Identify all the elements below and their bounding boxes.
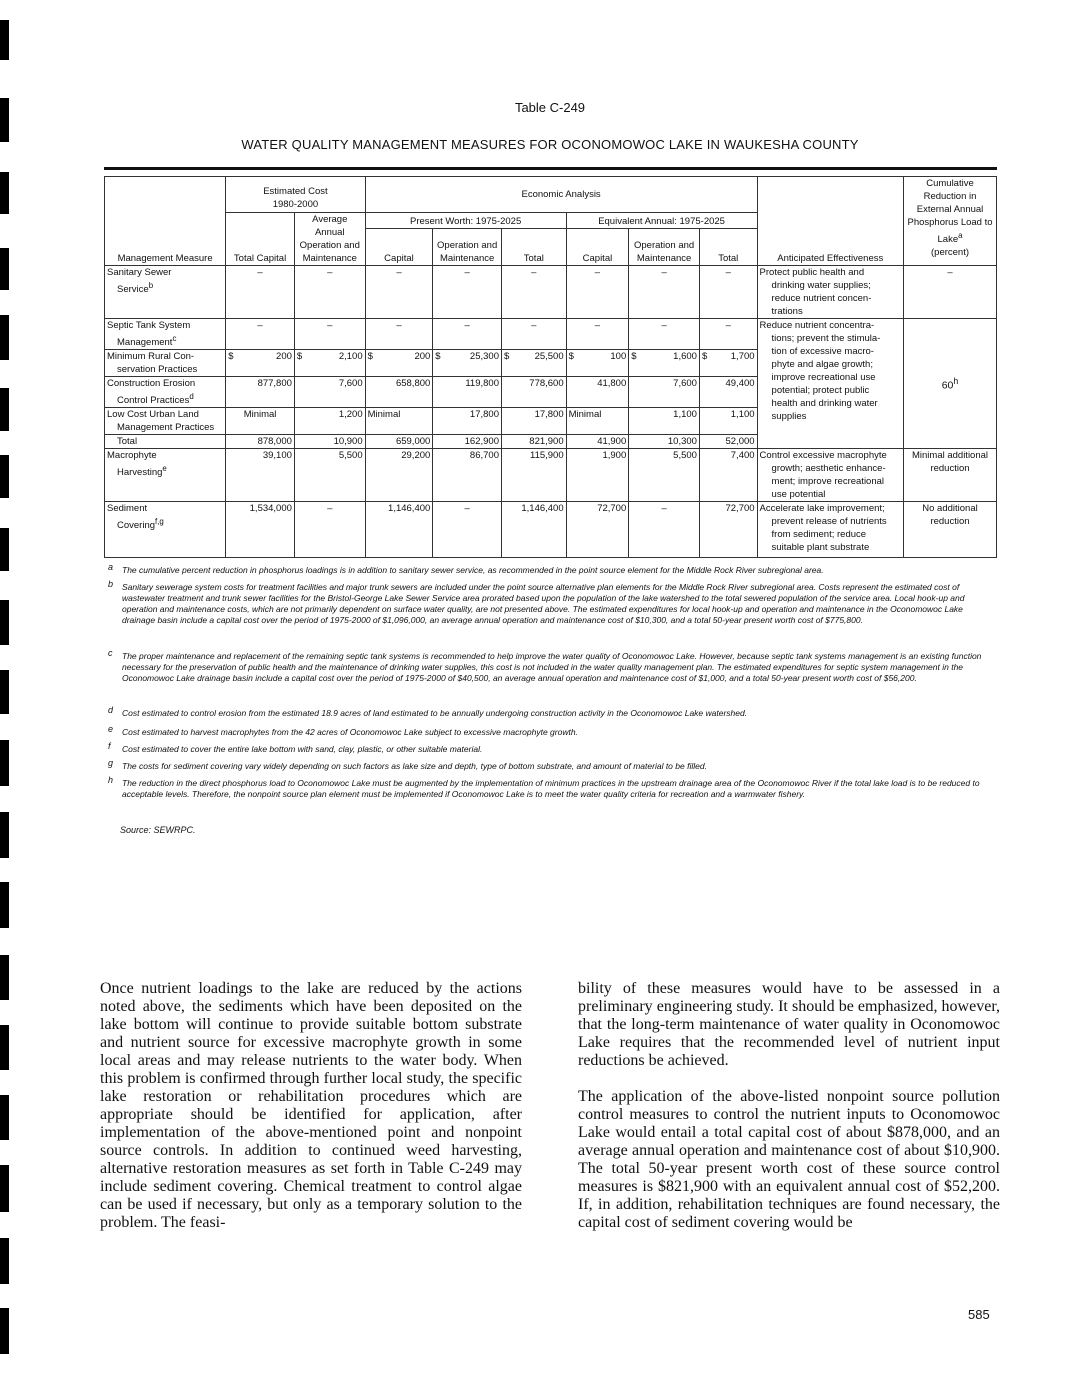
cell-ea-total: [699, 350, 757, 377]
cell-pw-capital: 659,000: [365, 435, 433, 449]
cell-ea-om: –: [629, 319, 700, 350]
footnote-text: The costs for sediment covering vary widely depending on such factors as lake size and depth, type of bottom substrate, and amount of material to be filled.: [122, 761, 707, 771]
footnote-mark: f: [108, 741, 111, 751]
measure-name-text: Covering: [117, 520, 156, 532]
footnote-text: Sanitary sewerage system costs for treatment facilities and major trunk sewers are included under the point source alternative plan elements for the Middle Rock River subregional area. Costs represent the estimated cost of wastewater treatment and trunk sewer facilities for the Bristol-George Lake Sewer Service area prorated based upon the population of the lake watershed to the total sewered population of the service area. Local hook-up and operation and maintenance costs, which are not primarily dependent on surface water quality, are not presented above. The estimated expenditures for local hook-up and operation and maintenance in the Oconomowoc Lake drainage basin include a capital cost over the period of 1975-2000 of $1,096,000, an average annual operation and maintenance cost of $10,300, and a total 50-year present worth cost of $775,800.: [122, 582, 965, 625]
header-cumulative-reduction-label: Cumulative Reduction in External Annual Phosphorus Load to Lake: [907, 178, 993, 246]
cell-ea-total: 1,100: [699, 408, 757, 435]
header-anticipated-effectiveness: Anticipated Effectiveness: [757, 177, 903, 266]
cell-pw-om: [433, 350, 502, 377]
cell-average-annual-om: –: [294, 319, 365, 350]
cell-ea-om: 5,500: [629, 449, 700, 502]
cell-total-capital: 39,100: [226, 449, 295, 502]
footnote-mark: b: [108, 579, 114, 589]
table-row: [105, 449, 997, 502]
cell-average-annual-om: –: [294, 266, 365, 319]
effectiveness-line: potential; protect public: [771, 385, 870, 396]
body-paragraph: bility of these measures would have to be assessed in a preliminary engineering study. It should be emphasized, however, that the long-term maintenance of water quality in Oconomowoc Lake requires that the recommended level of nutrient input reductions be achieved.: [578, 980, 1000, 1069]
cell-value: 25,500: [534, 351, 564, 363]
binder-mark: [0, 812, 9, 858]
cell-value: 25,300: [469, 351, 499, 363]
effectiveness-line: supplies: [771, 411, 807, 422]
body-column-right: [578, 980, 1000, 1232]
reduction-line: Minimal additional: [911, 450, 989, 462]
measure-name-text: Service: [117, 284, 149, 296]
effectiveness-line: Reduce nutrient concentra-: [759, 320, 875, 331]
cell-average-annual-om: 10,900: [294, 435, 365, 449]
binder-mark: [0, 20, 9, 60]
cell-ea-total: 49,400: [699, 377, 757, 408]
measure-name-line: servation Practices: [117, 364, 198, 376]
cell-ea-om: 10,300: [629, 435, 700, 449]
cell-value: 100: [610, 351, 627, 363]
body-paragraph: The application of the above-listed nonpoint source pollution control measures to control the nutrient inputs to Oconomowoc Lake would entail a total capital cost of about $878,000, and an average annual operation and maintenance cost of about $10,900. The total 50-year present worth cost of these source control measures is $821,900 with an equivalent annual cost of $52,200. If, in addition, rehabilitation techniques are found necessary, the capital cost of sediment covering would be: [578, 1088, 1000, 1231]
binder-mark: [0, 1165, 9, 1212]
cell-value: 1,600: [673, 351, 697, 363]
cell-average-annual-om: 1,200: [294, 408, 365, 435]
measure-name: [105, 319, 226, 350]
footnote-mark: e: [108, 724, 114, 734]
effectiveness-line: Protect public health and: [759, 267, 865, 278]
effectiveness-cell: [757, 319, 903, 449]
measure-name-line: Macrophyte: [107, 450, 157, 462]
header-estimated-cost: [226, 177, 365, 213]
header-pw-om: Operation and Maintenance: [433, 229, 502, 266]
effectiveness-line: reduce nutrient concen-: [771, 293, 872, 304]
binder-mark: [0, 528, 9, 571]
dollar-sign: $: [367, 351, 373, 363]
cell-ea-capital: Minimal: [566, 408, 629, 435]
measure-name-line: [107, 332, 223, 349]
footnote: [108, 705, 998, 719]
cell-total-capital: [226, 350, 295, 377]
cell-total-capital: 1,534,000: [226, 502, 295, 558]
table-row: [105, 266, 997, 319]
cell-ea-capital: 41,900: [566, 435, 629, 449]
measure-name-line: [107, 390, 223, 407]
binder-mark: [0, 670, 9, 714]
footnote: [108, 741, 998, 755]
cell-average-annual-om: –: [294, 502, 365, 558]
header-present-worth: Present Worth: 1975-2025: [365, 213, 566, 229]
footnote-text: The proper maintenance and replacement of the remaining septic tank systems is recommended to help improve the water quality of Oconomowoc Lake. However, because septic tank systems management is an existing function necessary for the preservation of public health and the maintenance of drinking water supplies, this cost is not included in the water quality management plan. The estimated expenditures for septic system management in the Oconomowoc Lake drainage basin include a capital cost over the period of 1975-2000 of $40,500, an average annual operation and maintenance cost of $1,000, and a total 50-year present worth cost of $56,200.: [122, 651, 982, 683]
effectiveness-line: tions; prevent the stimula-: [771, 333, 881, 344]
measure-name-line: Minimum Rural Con-: [107, 351, 195, 363]
cell-pw-om: 17,800: [433, 408, 502, 435]
cell-ea-om: [629, 350, 700, 377]
cell-ea-total: –: [699, 266, 757, 319]
cell-pw-total: –: [501, 266, 566, 319]
cell-total-capital: –: [226, 319, 295, 350]
body-paragraph: Once nutrient loadings to the lake are reduced by the actions noted above, the sediments which have been deposited on the lake bottom will continue to provide suitable bottom substrate and nutrient source for excessive macrophyte growth in some local areas and may release nutrients to the water body. When this problem is confirmed through further local study, the specific lake restoration or rehabilitation procedures which are appropriate should be identified for application, after implementation of the above-mentioned point and nonpoint source controls. In addition to continued weed harvesting, alternative restoration measures as set forth in Table C-249 may include sediment covering. Chemical treatment to control algae can be used if necessary, but only as a temporary solution to the problem. The feasi-: [100, 980, 522, 1231]
measure-name-line: Low Cost Urban Land: [107, 409, 199, 421]
effectiveness-cell: [757, 449, 903, 502]
cell-pw-capital: 1,146,400: [365, 502, 433, 558]
header-management-measure: Management Measure: [105, 177, 226, 266]
footnote-ref: h: [953, 375, 959, 386]
cell-pw-om: 119,800: [433, 377, 502, 408]
footnote-mark: a: [108, 562, 114, 572]
effectiveness-line: drinking water supplies;: [771, 280, 871, 291]
cell-ea-total: 7,400: [699, 449, 757, 502]
footnote-ref: d: [189, 392, 194, 402]
footnote-text: The reduction in the direct phosphorus load to Oconomowoc Lake must be augmented by the implementation of minimum practices in the upstream drainage area of the Oconomowoc River if the total lake load is to be reduced to acceptable levels. Therefore, the nonpoint source plan element must be implemented if Oconomowoc Lake is to meet the water quality criteria for recreation and a warmwater fishery.: [122, 778, 980, 799]
cell-value: 1,700: [730, 351, 755, 363]
measure-name-line: Septic Tank System: [107, 320, 191, 331]
header-ea-om: Operation and Maintenance: [629, 229, 700, 266]
cell-total-capital: Minimal: [226, 408, 295, 435]
footnote-mark: c: [108, 648, 113, 658]
measure-name-text: Management: [117, 337, 173, 349]
footnote-ref: e: [162, 464, 167, 474]
cell-ea-om: –: [629, 502, 700, 558]
reduction-cell: [904, 502, 997, 558]
measure-name: [105, 502, 226, 558]
effectiveness-line: improve recreational use: [771, 372, 876, 383]
cell-pw-om: 86,700: [433, 449, 502, 502]
cell-pw-capital: [365, 350, 433, 377]
binder-mark: [0, 740, 9, 786]
reduction-cell: –: [904, 266, 997, 319]
measure-name-line: Construction Erosion: [107, 378, 196, 390]
table-row: [105, 319, 997, 350]
dollar-sign: $: [296, 351, 303, 363]
cell-pw-capital: –: [365, 266, 433, 319]
dollar-sign: $: [503, 351, 510, 363]
cell-pw-total: 115,900: [501, 449, 566, 502]
measure-name: [105, 377, 226, 408]
binder-mark: [0, 455, 9, 498]
reduction-line: No additional: [922, 503, 978, 515]
dollar-sign: $: [701, 351, 708, 363]
effectiveness-cell: [757, 502, 903, 558]
cell-ea-total: 52,000: [699, 435, 757, 449]
effectiveness-line: Control excessive macrophyte: [759, 450, 887, 462]
cell-pw-total: 821,900: [501, 435, 566, 449]
header-equivalent-annual: Equivalent Annual: 1975-2025: [566, 213, 757, 229]
footnote-ref: c: [172, 334, 177, 343]
cell-average-annual-om: 7,600: [294, 377, 365, 408]
header-estimated-cost-label: Estimated Cost: [263, 186, 328, 197]
binder-mark: [0, 882, 9, 928]
binder-mark: [0, 315, 9, 360]
title-rule: [104, 167, 997, 170]
binder-mark: [0, 1025, 9, 1070]
cell-value: 200: [414, 351, 431, 363]
reduction-cell: [904, 319, 997, 449]
footnote-mark: h: [108, 775, 114, 785]
binder-mark: [0, 1095, 9, 1140]
cell-pw-om: –: [433, 502, 502, 558]
page-number: 585: [968, 1307, 990, 1322]
cell-pw-total: 1,146,400: [501, 502, 566, 558]
reduction-value: 60: [941, 379, 954, 392]
reduction-cell: [904, 449, 997, 502]
measure-name-line: Sanitary Sewer: [107, 267, 172, 278]
source-note: Source: SEWRPC.: [120, 825, 196, 835]
effectiveness-line: growth; aesthetic enhance-: [771, 463, 886, 475]
cell-total-capital: 877,800: [226, 377, 295, 408]
cell-pw-total: 17,800: [501, 408, 566, 435]
measure-name-line: [107, 279, 223, 296]
effectiveness-line: tion of excessive macro-: [771, 346, 874, 357]
measure-name: [105, 266, 226, 319]
reduction-line: reduction: [930, 463, 970, 475]
binder-mark: [0, 388, 9, 431]
cell-pw-om: –: [433, 266, 502, 319]
effectiveness-line: from sediment; reduce: [771, 529, 867, 541]
header-percent-unit: (percent): [931, 247, 970, 259]
measure-name: [105, 408, 226, 435]
dollar-sign: $: [228, 351, 234, 363]
measure-name: [105, 449, 226, 502]
data-table: [104, 176, 997, 558]
effectiveness-cell: [757, 266, 903, 319]
cell-pw-total: –: [501, 319, 566, 350]
effectiveness-line: Accelerate lake improvement;: [759, 503, 885, 515]
footnote-mark: d: [108, 705, 114, 715]
effectiveness-line: health and drinking water: [771, 398, 878, 409]
footnote-mark: g: [108, 758, 114, 768]
footnote-text: Cost estimated to cover the entire lake bottom with sand, clay, plastic, or other suitable material.: [122, 744, 483, 754]
effectiveness-line: suitable plant substrate: [771, 542, 870, 554]
cell-ea-capital: 72,700: [566, 502, 629, 558]
footnote: [108, 562, 998, 576]
measure-name-line: Management Practices: [117, 422, 215, 434]
cell-ea-capital: 41,800: [566, 377, 629, 408]
measure-name-text: Control Practices: [117, 395, 190, 407]
footnote: [108, 724, 998, 738]
footnote-ref: b: [148, 281, 154, 290]
table-row: [105, 502, 997, 558]
cell-pw-total: [501, 350, 566, 377]
footnote-text: Cost estimated to harvest macrophytes from the 42 acres of Oconomowoc Lake subject to excessive macrophyte growth.: [122, 727, 578, 737]
footnote: [108, 648, 998, 684]
cell-ea-om: –: [629, 266, 700, 319]
measure-name-line: [107, 462, 223, 479]
cell-pw-capital: Minimal: [365, 408, 433, 435]
table-number: Table C-249: [514, 100, 586, 115]
effectiveness-line: ment; improve recreational: [771, 476, 885, 488]
cell-total-capital: 878,000: [226, 435, 295, 449]
cell-ea-capital: 1,900: [566, 449, 629, 502]
binder-mark: [0, 1308, 9, 1354]
header-pw-total: Total: [501, 229, 566, 266]
cell-ea-capital: –: [566, 266, 629, 319]
cell-pw-capital: 29,200: [365, 449, 433, 502]
dollar-sign: $: [435, 351, 441, 363]
cell-pw-om: 162,900: [433, 435, 502, 449]
footnote: [108, 579, 998, 626]
footnote-text: Cost estimated to control erosion from the estimated 18.9 acres of land estimated to be annually undergoing construction activity in the Oconomowoc Lake watershed.: [122, 708, 748, 718]
cell-pw-om: –: [433, 319, 502, 350]
header-ea-total: Total: [699, 229, 757, 266]
header-economic-analysis: Economic Analysis: [365, 177, 757, 213]
cell-ea-om: 7,600: [629, 377, 700, 408]
measure-name-line: Sediment: [107, 503, 148, 515]
footnote-text: The cumulative percent reduction in phosphorus loadings is in addition to sanitary sewer service, as recommended in the point source element for the Middle Rock River subregional area.: [122, 565, 824, 575]
header-average-annual-om: Average Annual Operation and Maintenance: [294, 213, 365, 266]
cell-total-capital: –: [226, 266, 295, 319]
binder-mark: [0, 172, 9, 214]
reduction-line: reduction: [930, 516, 970, 528]
cell-value: 2,100: [338, 351, 363, 363]
body-column-left: [100, 980, 522, 1232]
cell-pw-total: 778,600: [501, 377, 566, 408]
binder-mark: [0, 248, 9, 290]
header-cumulative-reduction: [904, 177, 997, 266]
footnote-ref: f,g: [155, 517, 164, 527]
footnote: [108, 775, 998, 800]
measure-name-text: Harvesting: [117, 467, 163, 479]
cell-ea-capital: [566, 350, 629, 377]
measure-name-line: Total: [117, 436, 138, 448]
measure-name-line: [107, 515, 223, 532]
effectiveness-line: use potential: [771, 489, 826, 501]
measure-name: [105, 435, 226, 449]
binder-mark: [0, 1238, 9, 1284]
cell-ea-om: 1,100: [629, 408, 700, 435]
cell-ea-total: 72,700: [699, 502, 757, 558]
measure-name: [105, 350, 226, 377]
binder-mark: [0, 955, 9, 1000]
effectiveness-line: phyte and algae growth;: [771, 359, 873, 370]
cell-pw-capital: –: [365, 319, 433, 350]
footnote: [108, 758, 998, 772]
cell-average-annual-om: [294, 350, 365, 377]
table-title: WATER QUALITY MANAGEMENT MEASURES FOR OCONOMOWOC LAKE IN WAUKESHA COUNTY: [241, 137, 859, 152]
footnote-ref: a: [958, 231, 963, 240]
dollar-sign: $: [568, 351, 574, 363]
header-pw-capital: Capital: [365, 229, 433, 266]
cell-value: 200: [276, 351, 292, 363]
dollar-sign: $: [631, 351, 637, 363]
binder-mark: [0, 600, 9, 645]
header-estimated-cost-years: 1980-2000: [272, 199, 319, 210]
cell-ea-capital: –: [566, 319, 629, 350]
cell-pw-capital: 658,800: [365, 377, 433, 408]
effectiveness-line: prevent release of nutrients: [771, 516, 887, 528]
effectiveness-line: trations: [771, 306, 803, 317]
cell-ea-total: –: [699, 319, 757, 350]
cell-average-annual-om: 5,500: [294, 449, 365, 502]
header-total-capital: Total Capital: [226, 213, 295, 266]
header-ea-capital: Capital: [566, 229, 629, 266]
